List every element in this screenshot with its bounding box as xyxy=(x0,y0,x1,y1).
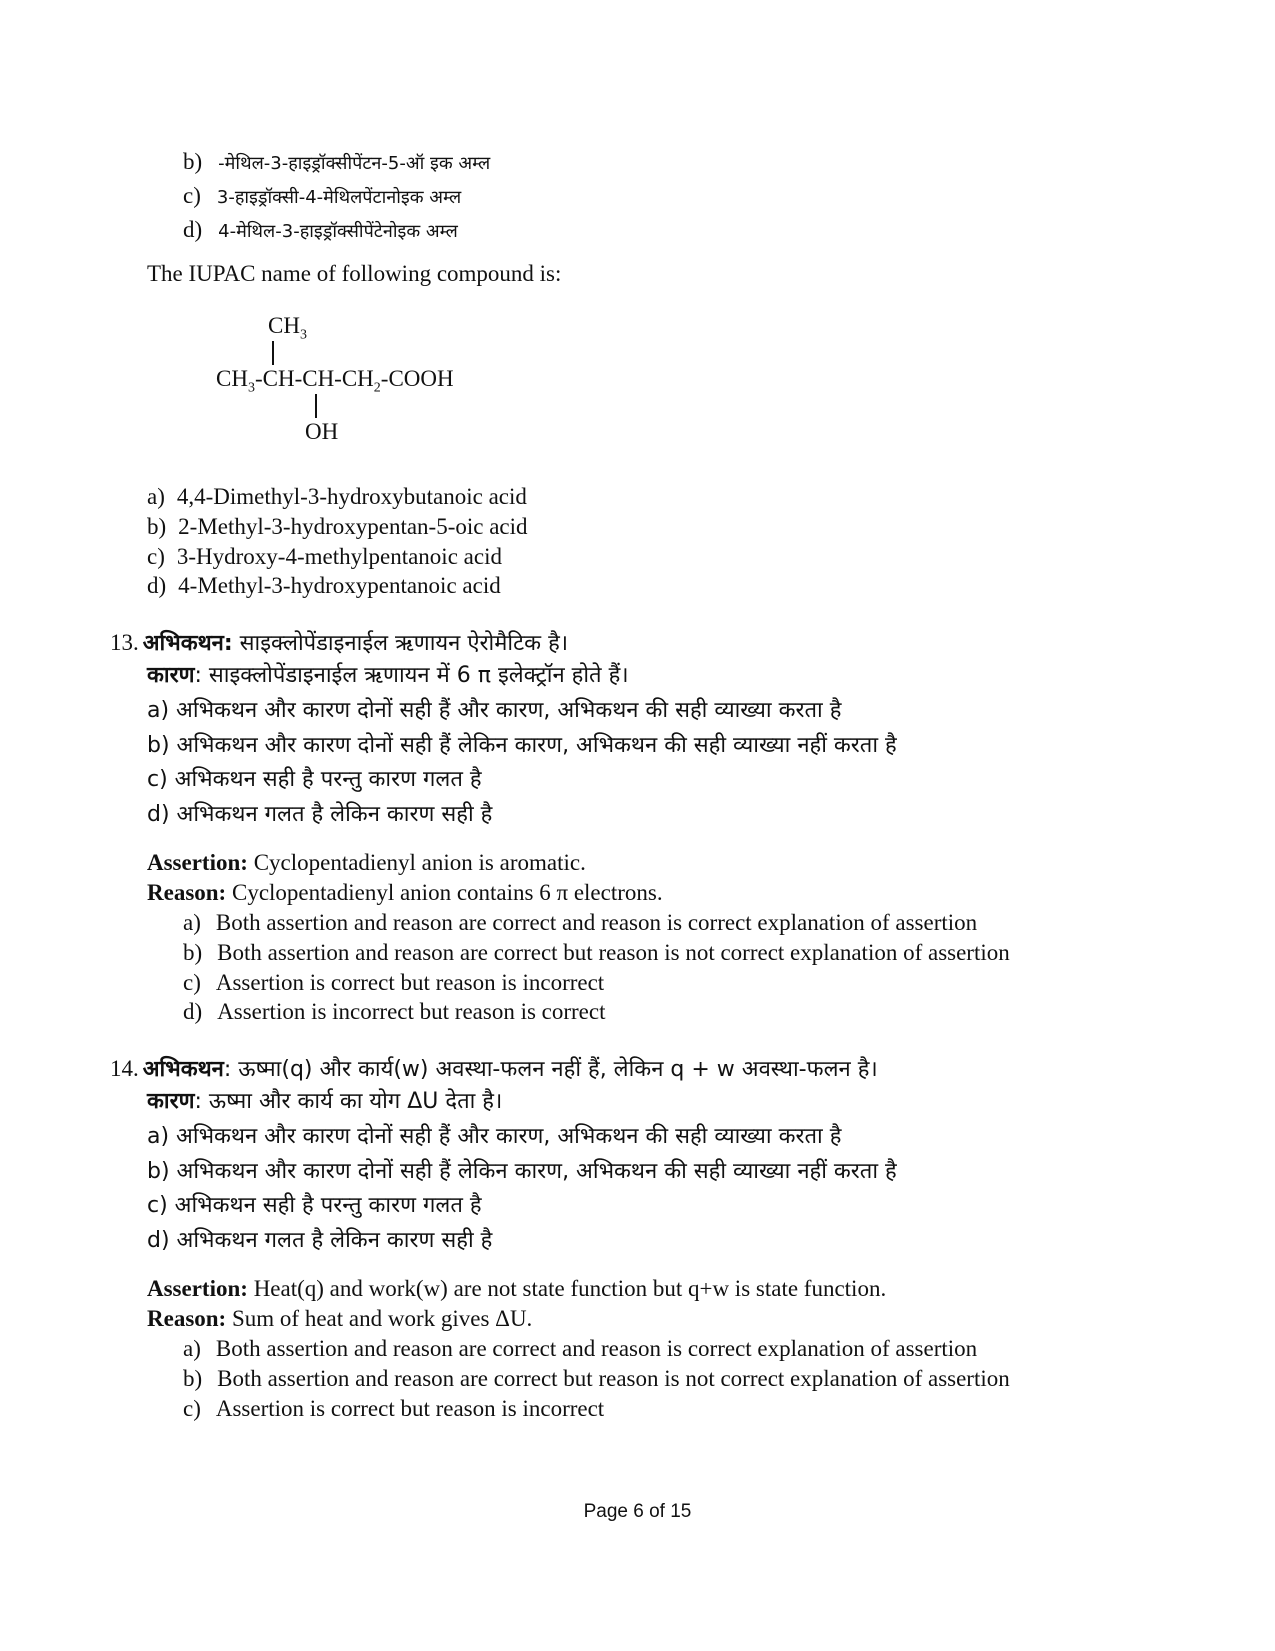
q14-hi-option-a: a) अभिकथन और कारण दोनों सही हैं और कारण, अभिकथन की सही व्याख्या करता है xyxy=(147,1124,842,1149)
top-option-d xyxy=(183,218,458,241)
option-label: c) xyxy=(183,970,201,995)
option-text: Both assertion and reason are correct and reason is correct explanation of assertion xyxy=(215,1336,978,1361)
q14-hi-option-d: d) अभिकथन गलत है लेकिन कारण सही है xyxy=(147,1228,493,1253)
assertion-text: साइक्लोपेंडाइनाईल ऋणायन ऐरोमैटिक है। xyxy=(232,631,569,656)
option-text: Both assertion and reason are correct but reason is not correct explanation of assertion xyxy=(217,940,1010,965)
option-text: 4-Methyl-3-hydroxypentanoic acid xyxy=(178,573,501,598)
option-label: b) xyxy=(183,940,203,965)
reason-key: कारण xyxy=(147,1089,195,1114)
option-label: c) xyxy=(183,183,201,208)
option-text: 4-मेथिल-3-हाइड्रॉक्सीपेंटेनोइक अम्ल xyxy=(218,221,458,242)
q13-en-option-c xyxy=(183,971,604,994)
option-text: Assertion is correct but reason is incorrect xyxy=(215,1396,605,1421)
q14-hi-option-c: c) अभिकथन सही है परन्तु कारण गलत है xyxy=(147,1193,482,1218)
q13-reason-hi xyxy=(147,665,629,687)
q13-hi-option-b: b) अभिकथन और कारण दोनों सही हैं लेकिन कारण, अभिकथन की सही व्याख्या नहीं करता है xyxy=(147,733,897,758)
option-label: b) xyxy=(183,149,203,174)
reason-key: Reason: xyxy=(147,1306,227,1331)
structure-top-methyl: $CH_3$ xyxy=(268,313,307,343)
iupac-option-a xyxy=(147,485,527,508)
iupac-option-b xyxy=(147,515,528,538)
q13-reason-en xyxy=(147,881,663,904)
assertion-key: अभिकथन xyxy=(142,1057,224,1082)
option-label: d) xyxy=(183,999,203,1024)
option-text: Assertion is incorrect but reason is correct xyxy=(217,999,606,1024)
option-label: c) xyxy=(183,1396,201,1421)
assertion-text: : ऊष्मा(q) और कार्य(w) अवस्था-फलन नहीं हैं, लेकिन q + w अवस्था-फलन है। xyxy=(223,1057,878,1082)
q13-assertion-en xyxy=(147,851,586,874)
q13-en-option-a xyxy=(183,911,977,934)
option-label: a) xyxy=(183,910,201,935)
structure-hydroxyl: OH xyxy=(305,419,339,444)
iupac-option-d xyxy=(147,574,501,597)
bond-line-top xyxy=(272,341,274,365)
q13-hi-option-c: c) अभिकथन सही है परन्तु कारण गलत है xyxy=(147,767,482,792)
q13-hi-option-d: d) अभिकथन गलत है लेकिन कारण सही है xyxy=(147,802,493,827)
q13-assertion-hi xyxy=(110,631,568,655)
option-label: a) xyxy=(183,1336,201,1361)
reason-key: कारण xyxy=(147,663,195,688)
assertion-key: अभिकथन: xyxy=(142,631,233,656)
q14-reason-en xyxy=(147,1307,532,1330)
q14-assertion-hi xyxy=(110,1057,878,1081)
question-number: 14. xyxy=(110,1056,139,1081)
reason-text: Sum of heat and work gives ΔU. xyxy=(226,1306,533,1331)
reason-text: Cyclopentadienyl anion contains 6 π electrons. xyxy=(226,880,663,905)
q14-en-option-b xyxy=(183,1367,1010,1390)
structure-main-chain: $CH_3-CH-CH-CH_2$-COOH xyxy=(216,366,454,396)
q14-en-option-c xyxy=(183,1397,604,1420)
option-label: b) xyxy=(147,514,167,539)
assertion-text: Heat(q) and work(w) are not state function but q+w is state function. xyxy=(247,1276,887,1301)
q14-en-option-a xyxy=(183,1337,977,1360)
option-text: 3-Hydroxy-4-methylpentanoic acid xyxy=(176,544,502,569)
q13-en-option-d xyxy=(183,1000,606,1023)
assertion-text: Cyclopentadienyl anion is aromatic. xyxy=(247,850,586,875)
q14-reason-hi xyxy=(147,1091,502,1113)
option-text: 4,4-Dimethyl-3-hydroxybutanoic acid xyxy=(176,484,527,509)
iupac-option-c xyxy=(147,545,502,568)
iupac-question: The IUPAC name of following compound is: xyxy=(147,261,562,286)
option-text: -मेथिल-3-हाइड्रॉक्सीपेंटन-5-ऑ इक अम्ल xyxy=(218,153,491,174)
option-label: b) xyxy=(183,1366,203,1391)
bond-line-bottom xyxy=(315,394,317,418)
reason-text: : ऊष्मा और कार्य का योग ΔU देता है। xyxy=(194,1089,503,1114)
option-text: Both assertion and reason are correct but reason is not correct explanation of assertion xyxy=(217,1366,1010,1391)
question-number: 13. xyxy=(110,630,139,655)
option-label: d) xyxy=(183,217,203,242)
top-option-b xyxy=(183,150,490,173)
q13-hi-option-a: a) अभिकथन और कारण दोनों सही हैं और कारण, अभिकथन की सही व्याख्या करता है xyxy=(147,698,842,723)
page-number: Page 6 of 15 xyxy=(583,1501,692,1522)
option-label: a) xyxy=(147,484,165,509)
top-option-c xyxy=(183,184,461,207)
assertion-key: Assertion: xyxy=(147,1276,248,1301)
q13-en-option-b xyxy=(183,941,1010,964)
q14-assertion-en xyxy=(147,1277,886,1300)
q14-hi-option-b: b) अभिकथन और कारण दोनों सही हैं लेकिन कारण, अभिकथन की सही व्याख्या नहीं करता है xyxy=(147,1159,897,1184)
option-label: c) xyxy=(147,544,165,569)
option-label: d) xyxy=(147,573,167,598)
assertion-key: Assertion: xyxy=(147,850,248,875)
option-text: Both assertion and reason are correct and reason is correct explanation of assertion xyxy=(215,910,978,935)
option-text: Assertion is correct but reason is incorrect xyxy=(215,970,605,995)
option-text: 3-हाइड्रॉक्सी-4-मेथिलपेंटानोइक अम्ल xyxy=(216,187,462,208)
option-text: 2-Methyl-3-hydroxypentan-5-oic acid xyxy=(178,514,528,539)
reason-key: Reason: xyxy=(147,880,227,905)
reason-text: : साइक्लोपेंडाइनाईल ऋणायन में 6 π इलेक्ट्रॉन होते हैं। xyxy=(194,663,629,688)
